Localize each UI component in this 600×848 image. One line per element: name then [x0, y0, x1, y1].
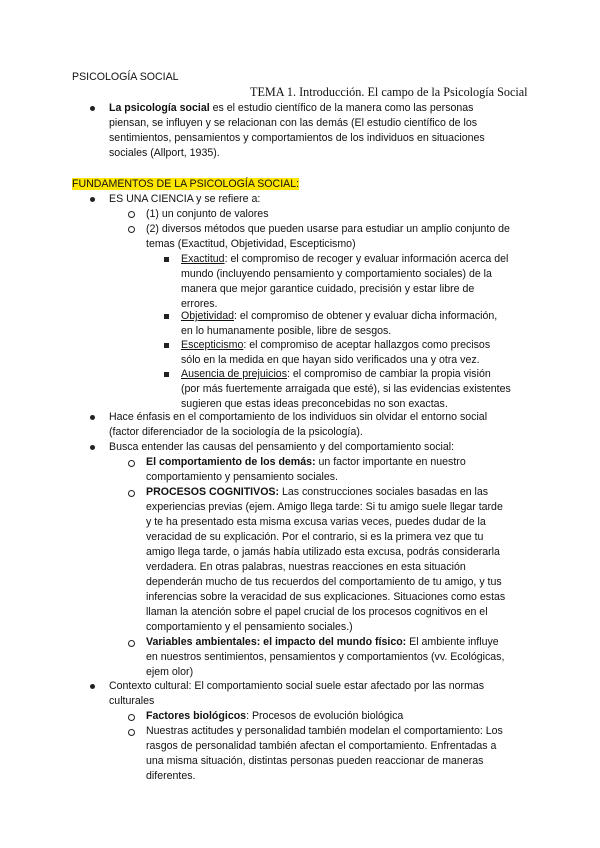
prejuicios-line-2: (por más fuertemente arraigada que esté), si las evidencias existentes [181, 383, 511, 395]
demas-line-1: El comportamiento de los demás: un factor importante en nuestro [146, 456, 466, 468]
metodos-line-2: temas (Exactitud, Objetividad, Escepticismo) [146, 238, 356, 250]
procesos-line-7: dependerán mucho de tus recuerdos del comportamiento de tu amigo, y tus [146, 576, 502, 588]
exactitud-line-4: errores. [181, 298, 218, 310]
circle-bullet-icon [128, 211, 135, 218]
page-title: TEMA 1. Introducción. El campo de la Psicología Social [250, 85, 528, 99]
intro-line-2: piensan, se influyen y se relacionan con las demás (El estudio científico de los [109, 117, 478, 129]
circle-bullet-icon [128, 729, 135, 736]
metodos-line-1: (2) diversos métodos que pueden usarse para estudiar un amplio conjunto de [146, 223, 510, 235]
circle-bullet-icon [128, 460, 135, 467]
procesos-line-10: comportamiento y el pensamiento sociales.) [146, 621, 353, 633]
enfasis-line-2: (factor diferenciador de la sociología de la psicología). [109, 426, 363, 438]
intro-line-4: sociales (Allport, 1935). [109, 147, 220, 159]
bullet-icon [90, 197, 95, 202]
escepticismo-line-2: sólo en la medida en que hayan sido verificados una y otra vez. [181, 354, 480, 366]
procesos-line-9: llaman la atención sobre el papel crucial de los procesos cognitivos en el [146, 606, 488, 618]
prejuicios-line-3: sugieren que estas ideas preconcebidas no son exactas. [181, 398, 448, 410]
contexto-line-2: culturales [109, 695, 155, 707]
bullet-icon [90, 684, 95, 689]
intro-line-3: sentimientos, pensamientos y comportamientos de los individuos en situaciones [109, 132, 485, 144]
ambientales-line-1: Variables ambientales: el impacto del mundo físico: El ambiente influye [146, 636, 499, 648]
objetividad-line-2: en lo humanamente posible, libre de sesgos. [181, 325, 392, 337]
bullet-icon [90, 106, 95, 111]
enfasis-line-1: Hace énfasis en el comportamiento de los individuos sin olvidar el entorno social [109, 411, 488, 423]
square-bullet-icon [164, 314, 169, 319]
valores-item: (1) un conjunto de valores [146, 208, 269, 220]
biologicos-item: Factores biológicos: Procesos de evolución biológica [146, 710, 404, 722]
ciencia-item: ES UNA CIENCIA y se refiere a: [109, 193, 261, 205]
actitudes-line-2: rasgos de personalidad también afectan el comportamiento. Enfrentadas a [146, 740, 497, 752]
procesos-line-6: verdadera. En otras palabras, nuestras reacciones en esta situación [146, 561, 466, 573]
square-bullet-icon [164, 343, 169, 348]
actitudes-line-1: Nuestras actitudes y personalidad también modelan el comportamiento: Los [146, 725, 503, 737]
ambientales-line-2: en nuestros sentimientos, pensamientos y comportamientos (vv. Ecológicas, [146, 651, 505, 663]
procesos-line-2: experiencias previas (ejem. Amigo llega tarde: Si tu amigo suele llegar tarde [146, 501, 503, 513]
course-label: PSICOLOGÍA SOCIAL [72, 71, 179, 83]
ambientales-line-3: ejem olor) [146, 666, 194, 678]
circle-bullet-icon [128, 714, 135, 721]
procesos-line-4: veracidad de su explicación. Por el contrario, si es la primera vez que tu [146, 531, 484, 543]
procesos-line-3: y te ha presentado esta misma excusa varias veces, puedes dudar de la [146, 516, 486, 528]
contexto-line-1: Contexto cultural: El comportamiento social suele estar afectado por las normas [109, 680, 485, 692]
circle-bullet-icon [128, 640, 135, 647]
bullet-icon [90, 445, 95, 450]
escepticismo-line-1: Escepticismo: el compromiso de aceptar hallazgos como precisos [181, 339, 491, 351]
section-heading: FUNDAMENTOS DE LA PSICOLOGÍA SOCIAL: [72, 178, 300, 190]
objetividad-line-1: Objetividad: el compromiso de obtener y evaluar dicha información, [181, 310, 498, 322]
procesos-line-1: PROCESOS COGNITIVOS: Las construcciones sociales basadas en las [146, 486, 489, 498]
demas-line-2: comportamiento y pensamiento sociales. [146, 471, 338, 483]
exactitud-line-1: Exactitud: el compromiso de recoger y evaluar información acerca del [181, 253, 509, 265]
intro-line-1: La psicología social es el estudio científico de la manera como las personas [109, 102, 474, 114]
exactitud-line-3: manera que mejor garantice cuidado, precisión y estar libre de [181, 283, 475, 295]
square-bullet-icon [164, 372, 169, 377]
exactitud-line-2: mundo (incluyendo pensamiento y comportamiento sociales) de la [181, 268, 492, 280]
circle-bullet-icon [128, 490, 135, 497]
circle-bullet-icon [128, 226, 135, 233]
procesos-line-8: inferencias sobre la veracidad de sus explicaciones. Situaciones como estas [146, 591, 506, 603]
actitudes-line-4: diferentes. [146, 770, 196, 782]
prejuicios-line-1: Ausencia de prejuicios: el compromiso de cambiar la propia visión [181, 368, 491, 380]
causas-item: Busca entender las causas del pensamiento y del comportamiento social: [109, 441, 455, 453]
bullet-icon [90, 415, 95, 420]
actitudes-line-3: una misma situación, distintas personas pueden reaccionar de maneras [146, 755, 484, 767]
square-bullet-icon [164, 257, 169, 262]
procesos-line-5: amigo llega tarde, o jamás había utilizado esta excusa, podrás considerarla [146, 546, 500, 558]
